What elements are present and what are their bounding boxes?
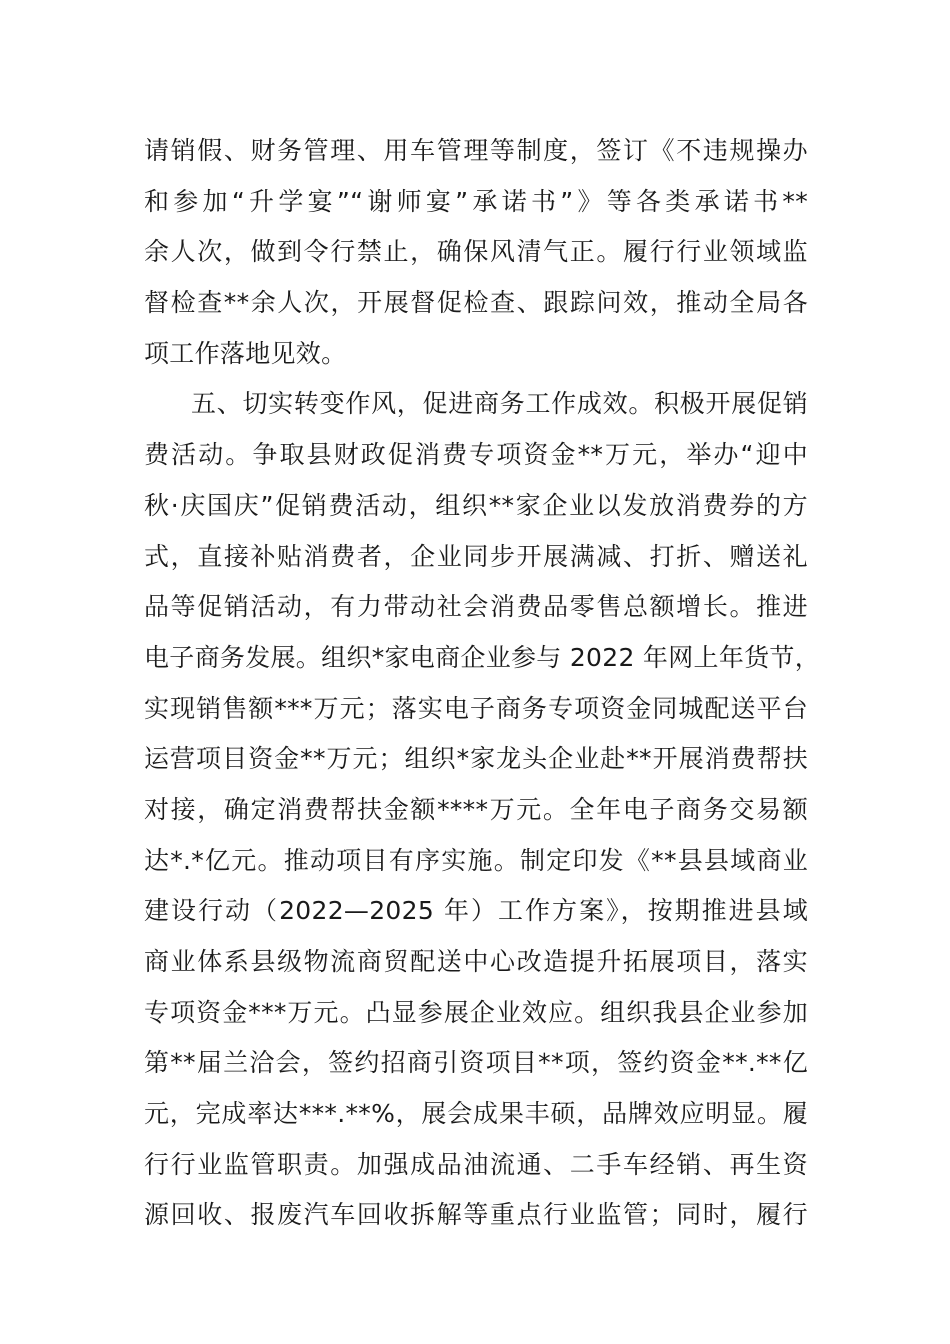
text-line: 费活动。争取县财政促消费专项资金**万元，举办“迎中	[144, 440, 808, 470]
body-text	[144, 126, 821, 1241]
text-line: 秋·庆国庆”促销费活动，组织**家企业以发放消费券的方	[144, 490, 808, 520]
text-line: 电子商务发展。组织*家电商企业参与 2022 年网上年货节，	[144, 642, 821, 672]
section-heading-line: 五、切实转变作风，促进商务工作成效。积极开展促销	[191, 389, 808, 419]
text-line: 商业体系县级物流商贸配送中心改造提升拓展项目，落实	[144, 947, 808, 976]
text-line: 行行业监管职责。加强成品油流通、二手车经销、再生资	[144, 1149, 808, 1179]
text-line: 建设行动（2022—2025 年）工作方案》，按期推进县域	[144, 896, 808, 926]
text-line: 请销假、财务管理、用车管理等制度，签订《不违规操办	[144, 136, 808, 165]
text-line: 专项资金***万元。凸显参展企业效应。组织我县企业参加	[144, 997, 808, 1027]
text-line: 达*.*亿元。推动项目有序实施。制定印发《**县县域商业	[144, 845, 808, 875]
text-line: 和参加“升学宴”“谢师宴”承诺书”》等各类承诺书**	[144, 186, 808, 216]
text-line: 运营项目资金**万元；组织*家龙头企业赴**开展消费帮扶	[144, 744, 808, 774]
text-line: 第**届兰洽会，签约招商引资项目**项，签约资金**.**亿	[144, 1048, 808, 1078]
text-line: 源回收、报废汽车回收拆解等重点行业监管；同时，履行	[144, 1200, 808, 1230]
paragraph-end-line: 项工作落地见效。	[144, 338, 347, 368]
text-line: 元，完成率达***.**%，展会成果丰硕，品牌效应明显。履	[144, 1099, 808, 1129]
text-line: 品等促销活动，有力带动社会消费品零售总额增长。推进	[144, 592, 808, 622]
text-line: 式，直接补贴消费者，企业同步开展满减、打折、赠送礼	[144, 541, 808, 571]
text-line: 余人次，做到令行禁止，确保风清气正。履行行业领域监	[144, 237, 808, 267]
text-line: 督检查**余人次，开展督促检查、跟踪问效，推动全局各	[144, 288, 808, 318]
text-line: 实现销售额***万元；落实电子商务专项资金同城配送平台	[144, 693, 808, 723]
text-line: 对接，确定消费帮扶金额****万元。全年电子商务交易额	[144, 794, 808, 824]
